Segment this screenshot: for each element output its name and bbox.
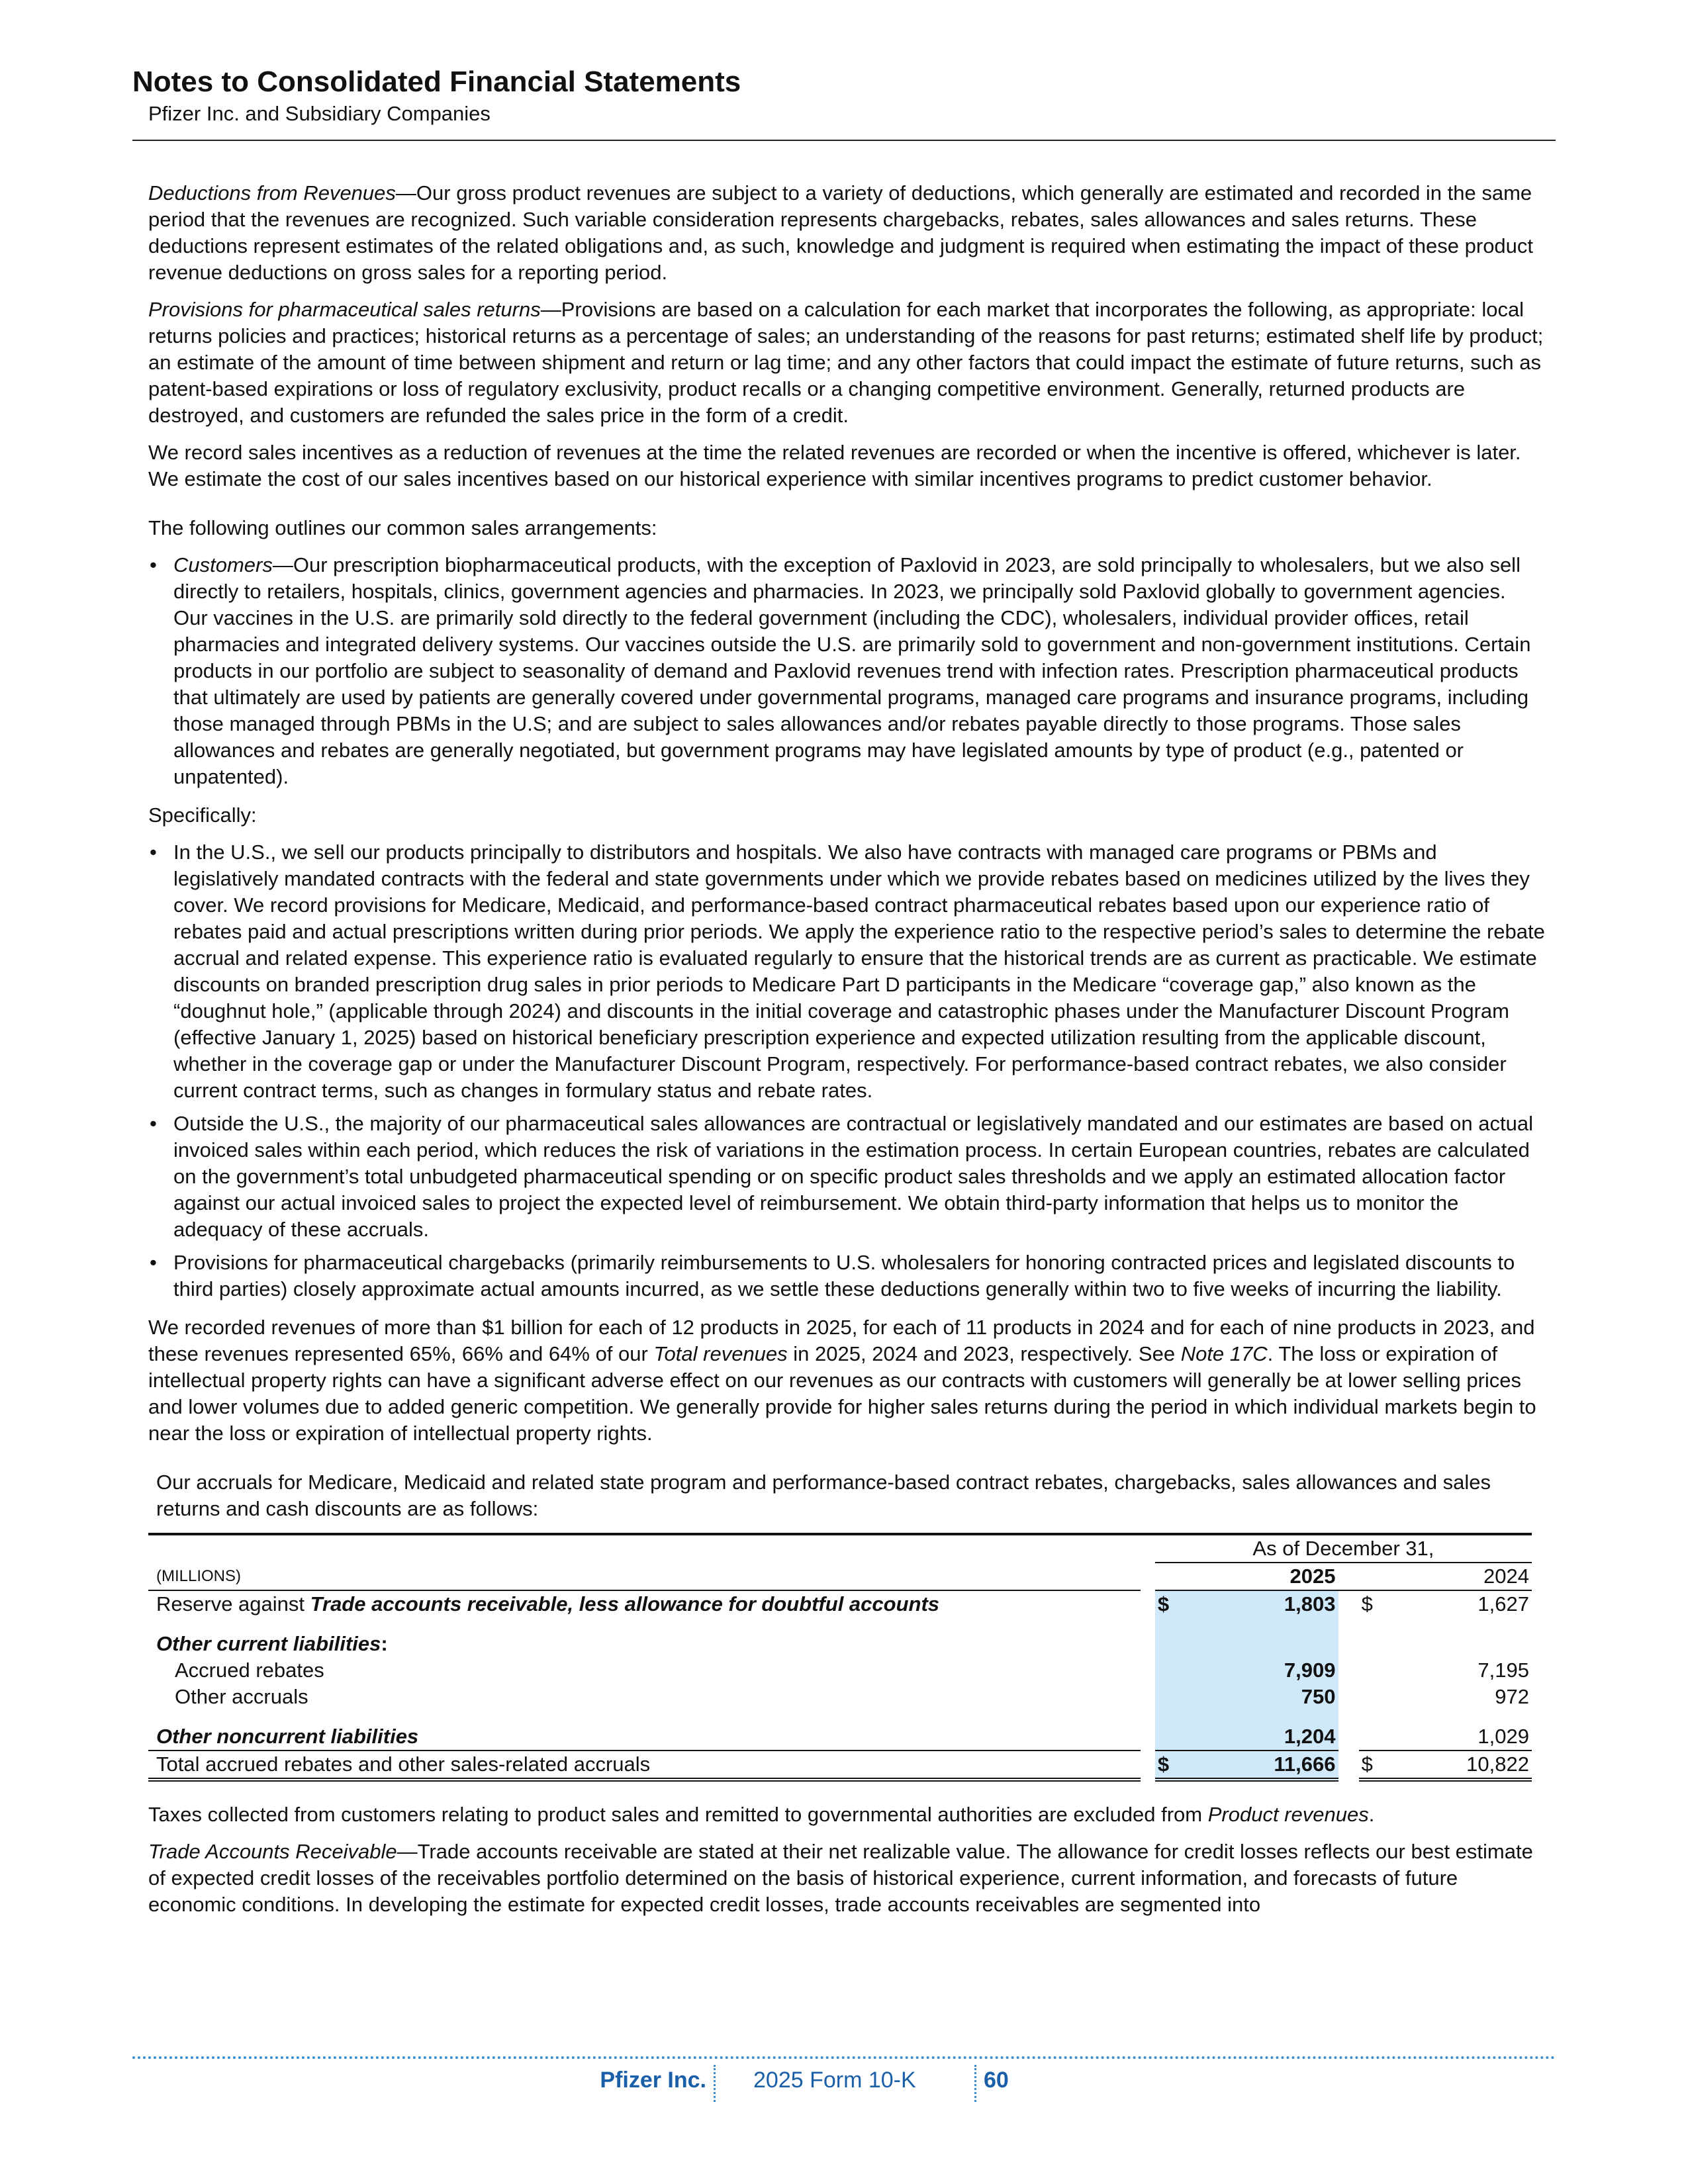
document-body (148, 180, 1545, 1929)
link-note-17c: Note 17C (1180, 1342, 1268, 1365)
row-label-other-accruals: Other accruals (175, 1685, 308, 1708)
dollar-sign: $ (1155, 1751, 1184, 1780)
footer-form: 2025 Form 10-K (753, 2068, 916, 2093)
cell-empty (1155, 1617, 1184, 1631)
dollar-sign: $ (1155, 1590, 1184, 1617)
text-revenues-b: in 2025, 2024 and 2023, respectively. See (787, 1342, 1181, 1365)
cell-empty (1383, 1710, 1532, 1723)
value-reserve-2024: 1,627 (1477, 1592, 1529, 1615)
footer-separator (974, 2065, 976, 2102)
term-customers: Customers (173, 553, 273, 576)
cell-empty (1359, 1657, 1384, 1684)
dollar-sign: $ (1359, 1751, 1384, 1780)
value-reserve-2025: 1,803 (1184, 1590, 1338, 1617)
cell-empty (1338, 1563, 1359, 1590)
label-reserve-b: Trade accounts receivable, less allowance for doubtful accounts (310, 1592, 940, 1615)
value-accrued-rebates-2024: 7,195 (1477, 1659, 1529, 1682)
cell-empty (1141, 1710, 1155, 1723)
cell-empty (1359, 1631, 1384, 1657)
cell-empty (1141, 1723, 1155, 1751)
row-label-total: Total accrued rebates and other sales-related accruals (148, 1751, 1141, 1780)
text-trade-receivable: —Trade accounts receivable are stated at their net realizable value. The allowance for credit losses reflects our best estimate of expected credit losses of the receivables portfolio determined on the basis of historical experience, current information, and forecasts of future economic conditions. In developing the estimate for expected credit losses, trade accounts receivables are segmented into (148, 1840, 1533, 1916)
term-deductions: Deductions from Revenues (148, 181, 396, 205)
text-taxes-b: . (1368, 1803, 1375, 1826)
text-revenues-a: We recorded revenues of more than $1 billion for each of 12 products in 2025, for each of 11 products in 2024 and for each of nine products in 2023, and these revenues represented 65%, 66% and 64% of our (148, 1316, 1535, 1365)
paragraph-arrangements: The following outlines our common sales arrangements: (148, 516, 657, 539)
cell-empty (1155, 1723, 1184, 1751)
bullet-customers (148, 552, 1545, 790)
cell-empty (1338, 1684, 1359, 1710)
text-taxes-a: Taxes collected from customers relating to product sales and remitted to governmental authorities are excluded from (148, 1803, 1208, 1826)
table-row-spacer (148, 1710, 1532, 1723)
text-revenues-c: . The loss or expiration of intellectual property rights can have a significant adverse effect on our revenues as our contracts with customers will generally be at lower selling prices and lower volumes due to added generic competition. We generally provide for higher sales returns during the period in which individual markets begin to near the loss or expiration of intellectual property rights. (148, 1342, 1536, 1445)
cell-empty (148, 1710, 1141, 1723)
year-2024-header: 2024 (1383, 1563, 1532, 1590)
page-footer (0, 2068, 1688, 2101)
bullet-us: • In the U.S., we sell our products principally to distributors and hospitals. We also have contracts with managed care programs or PBMs and legislatively mandated contracts with the federal and state governments under which we provide rebates based on medicines utilized by the lives they cover. We record provisions for Medicare, Medicaid, and performance-based contract pharmaceutical rebates based upon our experience ratio of rebates paid and actual prescriptions written during prior periods. We apply the experience ratio to the respective period’s sales to determine the rebate accrual and related expense. This experience ratio is evaluated regularly to ensure that the historical trends are as current as practicable. We estimate discounts on branded prescription drug sales in prior periods to Medicare Part D participants in the Medicare “coverage gap,” also known as the “doughnut hole,” (applicable through 2024) and discounts in the initial coverage and catastrophic phases under the Manufacturer Discount Program (effective January 1, 2025) based on historical beneficiary prescription experience and expected utilization resulting from the applicable discount, whether in the coverage gap or under the Manufacturer Discount Program, respectively. For performance-based contract rebates, we also consider current contract terms, such as changes in formulary status and rebate rates. (148, 839, 1545, 1104)
page-number: 60 (984, 2068, 1009, 2093)
year-2025-header: 2025 (1184, 1563, 1338, 1590)
value-total-2025: 11,666 (1184, 1751, 1338, 1780)
accruals-table (148, 1533, 1532, 1782)
label-colon: : (381, 1632, 388, 1655)
text-deductions: —Our gross product revenues are subject to a variety of deductions, which generally are estimated and recorded in the same period that the revenues are recognized. Such variable consideration represents chargebacks, rebates, sales allowances and sales returns. These deductions represent estimates of the related obligations and, as such, knowledge and judgment is required when estimating the impact of these product revenue deductions on gross sales for a reporting period. (148, 181, 1534, 284)
cell-empty (1141, 1657, 1155, 1684)
table-row-years (148, 1563, 1532, 1590)
cell-empty (1155, 1684, 1184, 1710)
text-returns: —Provisions are based on a calculation for each market that incorporates the following, as appropriate: local returns policies and practices; historical returns as a percentage of sales; an understanding of the reasons for past returns; estimated shelf life by product; an estimate of the amount of time between shipment and return or lag time; and any other factors that could impact the estimate of future returns, such as patent-based expirations or loss of regulatory exclusivity, product recalls or a changing competitive environment. Generally, returned products are destroyed, and customers are refunded the sales price in the form of a credit. (148, 298, 1544, 427)
term-trade-receivable: Trade Accounts Receivable (148, 1840, 397, 1863)
header-divider (132, 140, 1556, 141)
cell-empty (1359, 1563, 1384, 1590)
table-row-asof (148, 1534, 1532, 1563)
dollar-sign: $ (1361, 1592, 1373, 1615)
cell-empty (1141, 1684, 1155, 1710)
cell-empty (1383, 1617, 1532, 1631)
paragraph-incentives: We record sales incentives as a reduction of revenues at the time the related revenues are recorded or when the incentive is offered, whichever is later. We estimate the cost of our sales incentives based on our historical experience with similar incentives programs to predict customer behavior. (148, 441, 1521, 490)
cell-empty (1359, 1617, 1384, 1631)
row-label-noncurrent: Other noncurrent liabilities (156, 1725, 419, 1748)
cell-empty (1338, 1723, 1359, 1751)
cell-empty (1359, 1684, 1384, 1710)
table-row-reserve (148, 1590, 1532, 1617)
label-other-current: Other current liabilities (156, 1632, 381, 1655)
cell-empty (1338, 1590, 1359, 1617)
value-other-accruals-2025: 750 (1184, 1684, 1338, 1710)
cell-empty (1338, 1751, 1359, 1780)
value-accrued-rebates-2025: 7,909 (1184, 1657, 1338, 1684)
term-total-revenues: Total revenues (653, 1342, 788, 1365)
value-noncurrent-2025: 1,204 (1184, 1723, 1338, 1751)
cell-empty (1359, 1710, 1384, 1723)
cell-empty (1141, 1751, 1155, 1780)
cell-empty (1141, 1534, 1155, 1563)
cell-empty (1184, 1631, 1338, 1657)
footer-divider (132, 2056, 1556, 2059)
cell-empty (1141, 1617, 1155, 1631)
row-label-reserve (148, 1590, 1141, 1617)
paragraph-revenues (148, 1314, 1545, 1447)
table-row-other-current (148, 1631, 1532, 1657)
page-title: Notes to Consolidated Financial Statements (132, 66, 741, 98)
as-of-header: As of December 31, (1155, 1534, 1532, 1563)
page-subtitle: Pfizer Inc. and Subsidiary Companies (148, 102, 491, 125)
cell-empty (1141, 1563, 1155, 1590)
cell-empty (1155, 1631, 1184, 1657)
term-returns: Provisions for pharmaceutical sales returns (148, 298, 541, 321)
cell-empty (1184, 1710, 1338, 1723)
table-row-other-accruals (148, 1684, 1532, 1710)
text-customers: —Our prescription biopharmaceutical products, with the exception of Paxlovid in 2023, are sold principally to wholesalers, but we also sell directly to retailers, hospitals, clinics, government agencies and pharmacies. In 2023, we principally sold Paxlovid globally to government agencies. Our vaccines in the U.S. are primarily sold directly to the federal government (including the CDC), wholesalers, individual provider offices, retail pharmacies and integrated delivery systems. Our vaccines outside the U.S. are primarily sold to government and non-government institutions. Certain products in our portfolio are subject to seasonality of demand and Paxlovid revenues trend with infection rates. Prescription pharmaceutical products that ultimately are used by patients are generally covered under governmental programs, managed care programs and insurance programs, including those managed through PBMs in the U.S; and are subject to sales allowances and/or rebates payable directly to those programs. Those sales allowances and rebates are generally negotiated, but government programs may have legislated amounts by type of product (e.g., patented or unpatented). (173, 553, 1531, 788)
paragraph-returns (148, 296, 1545, 429)
footer-separator (714, 2065, 716, 2102)
table-intro: Our accruals for Medicare, Medicaid and related state program and performance-based contract rebates, chargebacks, sales allowances and sales returns and cash discounts are as follows: (156, 1471, 1491, 1520)
label-reserve-a: Reserve against (156, 1592, 310, 1615)
row-label-accrued-rebates: Accrued rebates (175, 1659, 324, 1682)
paragraph-specifically: Specifically: (148, 803, 257, 827)
bullet-chargebacks: • Provisions for pharmaceutical chargebacks (primarily reimbursements to U.S. wholesalers for honoring contracted prices and legislated discounts to third parties) closely approximate actual amounts incurred, as we settle these deductions generally within two to five weeks of incurring the liability. (148, 1250, 1545, 1302)
cell-empty (1184, 1617, 1338, 1631)
value-noncurrent-2024: 1,029 (1477, 1725, 1529, 1748)
cell-empty (148, 1617, 1141, 1631)
units-label: (MILLIONS) (148, 1563, 1141, 1590)
paragraph-trade-receivable (148, 1839, 1545, 1918)
cell-empty (1338, 1657, 1359, 1684)
value-total-2024: 10,822 (1383, 1751, 1532, 1780)
table-row-noncurrent (148, 1723, 1532, 1751)
page-header (132, 64, 1556, 127)
cell-empty (148, 1534, 1141, 1563)
cell-empty (1359, 1723, 1384, 1751)
cell-empty (1141, 1631, 1155, 1657)
table-row-spacer (148, 1617, 1532, 1631)
cell-empty (1383, 1631, 1532, 1657)
table-row-accrued-rebates (148, 1657, 1532, 1684)
bullet-list-specifics (148, 839, 1545, 1302)
cell-empty (1155, 1657, 1184, 1684)
cell-empty (1155, 1563, 1184, 1590)
term-product-revenues: Product revenues (1207, 1803, 1369, 1826)
row-label-other-current (148, 1631, 1141, 1657)
table-row-total (148, 1751, 1532, 1780)
cell-empty (1338, 1710, 1359, 1723)
paragraph-taxes (148, 1801, 1545, 1828)
cell-empty (1141, 1590, 1155, 1617)
cell-empty (1338, 1617, 1359, 1631)
cell-empty (1155, 1710, 1184, 1723)
footer-company: Pfizer Inc. (600, 2068, 706, 2093)
value-other-accruals-2024: 972 (1495, 1685, 1529, 1708)
paragraph-deductions (148, 180, 1545, 286)
bullet-list-customers (148, 552, 1545, 790)
cell-empty (1338, 1631, 1359, 1657)
bullet-outside-us: • Outside the U.S., the majority of our pharmaceutical sales allowances are contractual or legislatively mandated and our estimates are based on actual invoiced sales within each period, which reduces the risk of variations in the estimation process. In certain European countries, rebates are calculated on the government’s total unbudgeted pharmaceutical spending or on specific product sales thresholds and we apply an estimated allocation factor against our actual invoiced sales to project the expected level of reimbursement. We obtain third-party information that helps us to monitor the adequacy of these accruals. (148, 1111, 1545, 1243)
